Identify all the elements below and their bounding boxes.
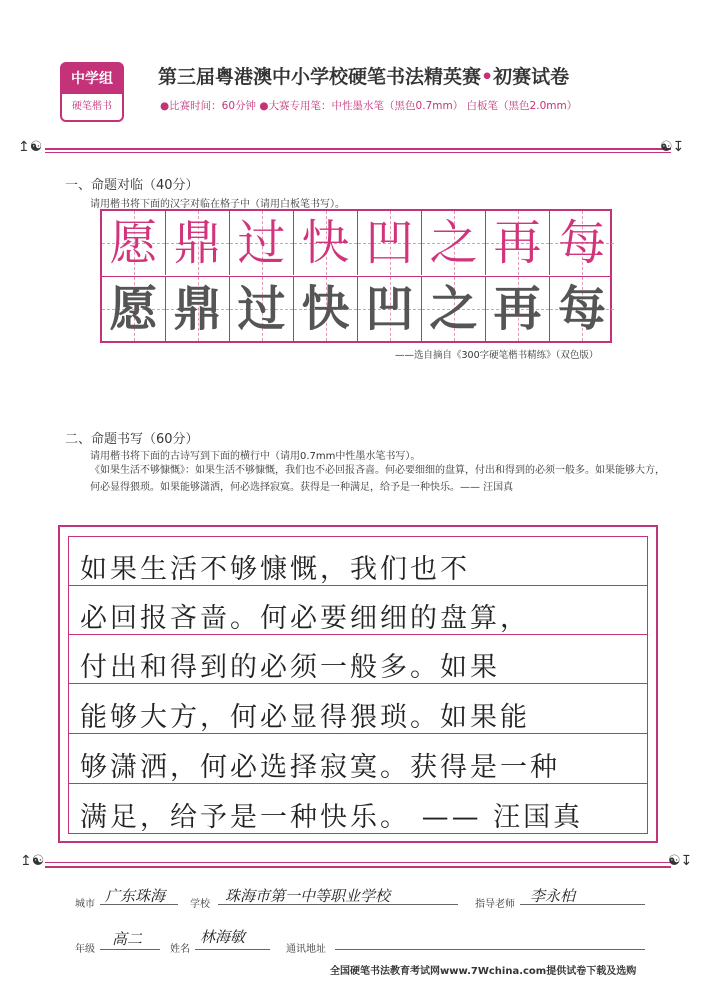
handwritten-char: 过 [237, 281, 286, 337]
address-field[interactable] [335, 949, 645, 950]
model-cell [230, 211, 294, 275]
exam-title-suffix: 初赛试卷 [493, 66, 570, 88]
exam-pens: 大赛专用笔：中性墨水笔（黑色0.7mm） 白板笔（黑色2.0mm） [268, 100, 578, 112]
bottom-divider [45, 866, 671, 868]
model-char: 过 [237, 215, 286, 271]
top-divider [45, 148, 671, 150]
handwritten-line: 如果生活不够慷慨，我们也不 [80, 554, 470, 585]
right-ornament-icon: ☯↧ [668, 853, 693, 869]
city-value: 广东珠海 [105, 887, 166, 905]
poem-text: 《如果生活不够慷慨》：如果生活不够慷慨，我们也不必回报吝啬。何必要细细的盘算，付出和得到的必须一般多。如果能够大方，何必显得猥琐。如果能够潇洒，何必选择寂寞。获得是一种满足，给予是一种快乐。—— 汪国真 [90, 465, 665, 493]
group-badge [60, 62, 124, 122]
section1-title: 一、命题对临（40分） [65, 178, 199, 193]
school-field[interactable] [218, 904, 458, 905]
practice-cell [486, 277, 550, 341]
teacher-label: 指导老师 [475, 899, 515, 910]
practice-cell [294, 277, 358, 341]
exam-time: 比赛时间：60分钟 [169, 100, 257, 112]
exam-title-main: 第三届粤港澳中小学校硬笔书法精英赛 [158, 66, 482, 88]
exam-subtitle: ●比赛时间：60分钟 ●大赛专用笔：中性墨水笔（黑色0.7mm） 白板笔（黑色2.0mm） [160, 100, 578, 112]
left-ornament-icon: ↥☯ [18, 139, 43, 155]
practice-cell [166, 277, 230, 341]
exam-title [158, 62, 569, 89]
name-label: 姓名 [170, 944, 190, 955]
copy-grid [100, 209, 612, 343]
grade-label: 年级 [75, 944, 95, 955]
practice-cell [230, 277, 294, 341]
city-label: 城市 [75, 899, 95, 910]
handwritten-char: 快 [301, 281, 350, 337]
grade-value: 高二 [112, 930, 143, 948]
model-cell [166, 211, 230, 275]
handwritten-line: 付出和得到的必须一般多。如果 [80, 652, 500, 683]
model-char: 快 [301, 215, 350, 271]
model-char: 再 [493, 215, 542, 271]
handwritten-line: 必回报吝啬。何必要细细的盘算， [80, 603, 530, 634]
model-char: 鼎 [173, 215, 222, 271]
model-cell [486, 211, 550, 275]
footer-note: 全国硬笔书法教育考试网www.7Wchina.com提供试卷下载及选购 [330, 966, 637, 977]
section2-title: 二、命题书写（60分） [65, 432, 199, 447]
left-ornament-icon: ↥☯ [20, 853, 45, 869]
model-char: 每 [557, 215, 606, 271]
model-char: 凹 [365, 215, 414, 271]
teacher-field[interactable] [520, 904, 645, 905]
title-separator: • [481, 66, 494, 88]
badge-category: 硬笔楷书 [72, 101, 112, 112]
grade-field[interactable] [100, 949, 160, 950]
practice-cell [102, 277, 166, 341]
handwritten-line: 满足，给予是一种快乐。 —— 汪国真 [80, 802, 584, 833]
model-char: 之 [429, 215, 478, 271]
practice-cell [422, 277, 486, 341]
handwritten-char: 愿 [109, 281, 158, 337]
model-cell [294, 211, 358, 275]
model-cell [102, 211, 166, 275]
practice-cell [550, 277, 614, 341]
model-cell [550, 211, 614, 275]
handwritten-line: 能够大方，何必显得猥琐。如果能 [80, 702, 530, 733]
model-cell [358, 211, 422, 275]
address-label: 通讯地址 [286, 944, 326, 955]
handwritten-char: 再 [493, 281, 542, 337]
handwritten-char: 凹 [365, 281, 414, 337]
teacher-value: 李永柏 [530, 887, 576, 905]
handwritten-line: 够潇洒，何必选择寂寞。获得是一种 [80, 752, 560, 783]
handwritten-char: 之 [429, 281, 478, 337]
name-value: 林海敏 [200, 928, 246, 946]
right-ornament-icon: ☯↧ [660, 139, 685, 155]
school-label: 学校 [190, 899, 210, 910]
name-field[interactable] [195, 949, 270, 950]
model-cell [422, 211, 486, 275]
top-divider-thin [45, 152, 671, 153]
school-value: 珠海市第一中等职业学校 [225, 887, 391, 905]
model-char: 愿 [109, 215, 158, 271]
handwritten-char: 鼎 [173, 281, 222, 337]
badge-group: 中学组 [62, 64, 122, 94]
handwritten-char: 每 [557, 281, 606, 337]
bottom-divider-thin [45, 862, 671, 863]
city-field[interactable] [100, 904, 178, 905]
section2-instruction: 请用楷书将下面的古诗写到下面的横行中（请用0.7mm中性墨水笔书写）。 [90, 451, 421, 462]
practice-cell [358, 277, 422, 341]
section1-instruction: 请用楷书将下面的汉字对临在格子中（请用白板笔书写）。 [90, 199, 345, 210]
source-note: ——选自摘自《300字硬笔楷书精练》（双色版） [395, 350, 599, 361]
